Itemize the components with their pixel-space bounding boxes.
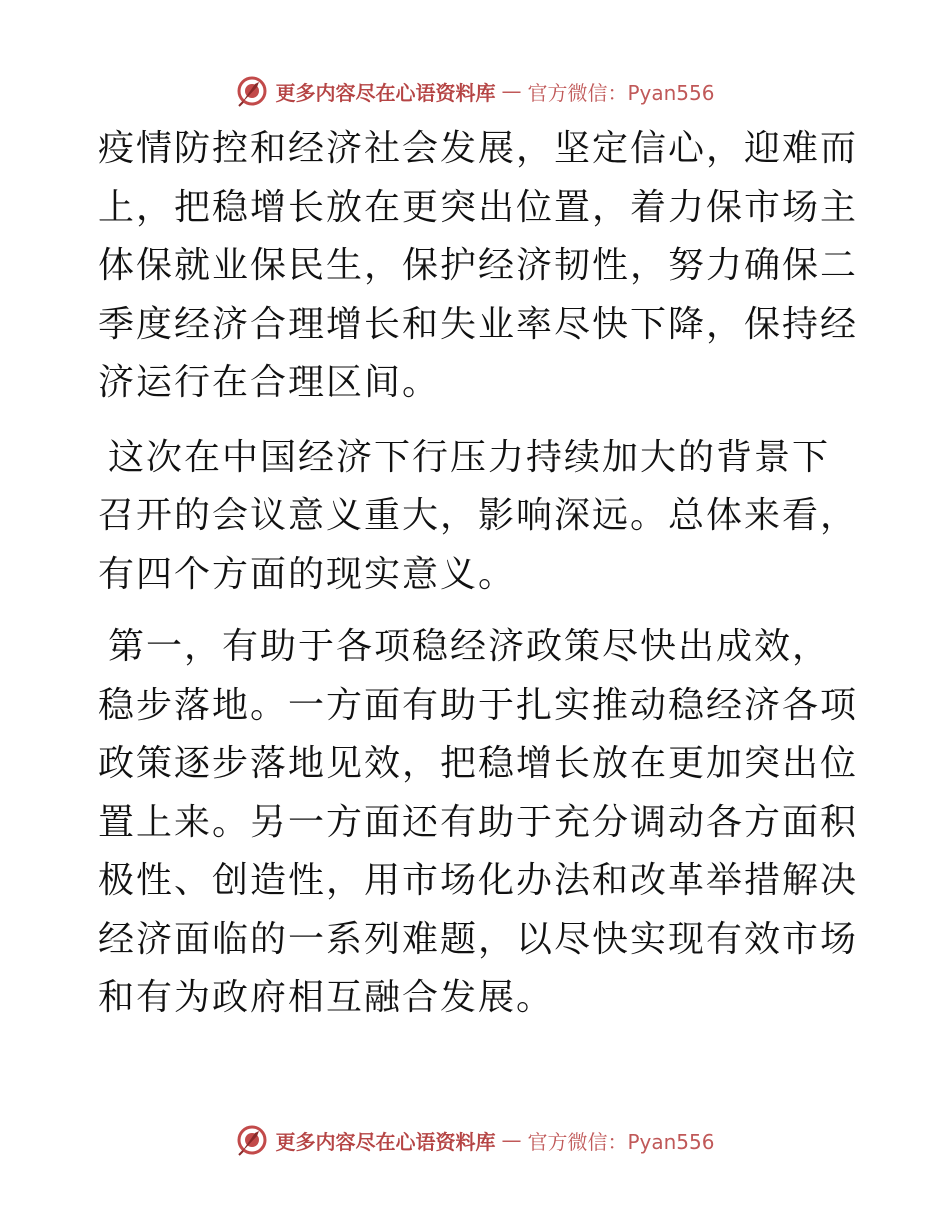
watermark-separator: —	[501, 1128, 522, 1152]
watermark-brand: 更多内容尽在心语资料库	[275, 1129, 496, 1154]
watermark-separator: —	[501, 79, 522, 103]
watermark-contact: 官方微信：Pyan556	[527, 1129, 715, 1154]
paragraph-2: 这次在中国经济下行压力持续加大的背景下召开的会议意义重大，影响深远。总体来看，有四个方面的现实意义。	[98, 436, 859, 595]
footer-watermark	[0, 1120, 950, 1160]
quill-logo-icon	[235, 74, 269, 108]
watermark-contact: 官方微信：Pyan556	[527, 80, 715, 105]
document-body	[98, 120, 858, 1028]
quill-logo-icon	[235, 1123, 269, 1157]
paragraph-1: 疫情防控和经济社会发展，坚定信心，迎难而上，把稳增长放在更突出位置，着力保市场主体保就业保民生，保护经济韧性，努力确保二季度经济合理增长和失业率尽快下降，保持经济运行在合理区间。	[98, 128, 859, 403]
header-watermark	[0, 71, 950, 111]
paragraph-3: 第一，有助于各项稳经济政策尽快出成效，稳步落地。一方面有助于扎实推动稳经济各项政策逐步落地见效，把稳增长放在更加突出位置上来。另一方面还有助于充分调动各方面积极性、创造性，用市场化办法和改革举措解决经济面临的一系列难题，以尽快实现有效市场和有为政府相互融合发展。	[98, 626, 859, 1018]
watermark-brand: 更多内容尽在心语资料库	[275, 80, 496, 105]
